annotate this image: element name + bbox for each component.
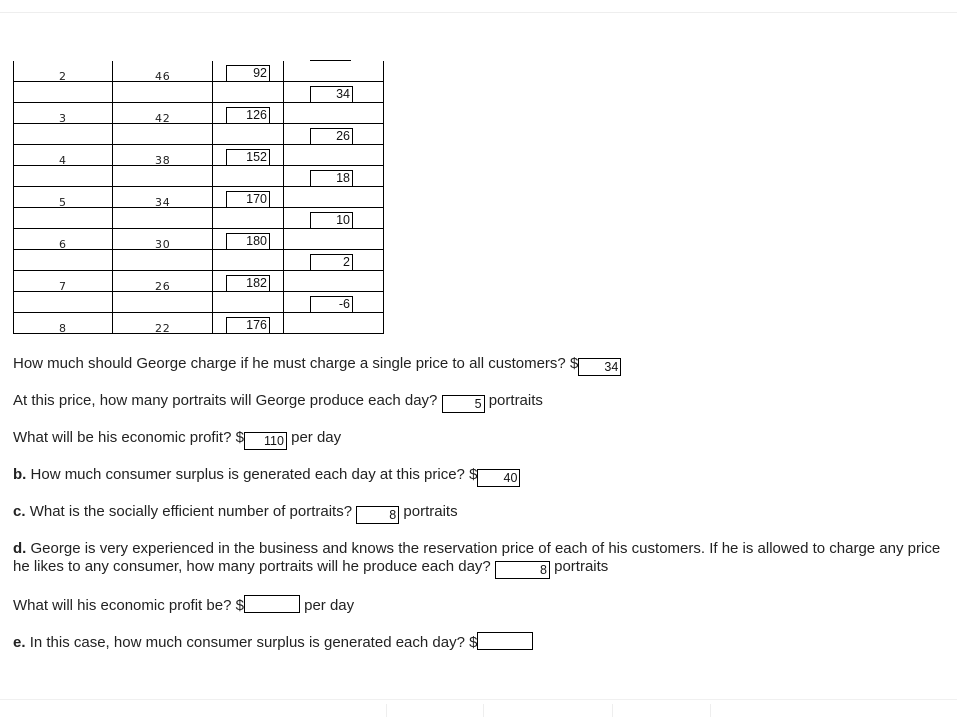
price-cell: 38 <box>155 154 171 167</box>
table-cell <box>212 124 283 145</box>
table-cell <box>13 208 112 229</box>
quantity-cell: 2 <box>59 70 67 83</box>
quantity-cell: 6 <box>59 238 67 251</box>
table-cell <box>283 103 384 124</box>
question-d-economic-profit <box>13 595 354 615</box>
total-revenue-answer-field[interactable]: 182 <box>226 275 270 292</box>
discrimination-profit-answer-field[interactable] <box>244 595 300 613</box>
answer-suffix: portraits <box>403 503 458 520</box>
total-revenue-answer-field[interactable]: 180 <box>226 233 270 250</box>
discrimination-quantity-answer-field[interactable]: 8 <box>495 561 550 579</box>
price-cell: 30 <box>155 238 171 251</box>
total-revenue-answer-field[interactable]: 152 <box>226 149 270 166</box>
question-text: What will be his economic profit? $ <box>13 429 244 446</box>
bottom-divider-tick <box>483 704 484 717</box>
question-letter: c. <box>13 503 26 520</box>
quantity-cell: 8 <box>59 322 67 335</box>
total-revenue-answer-field[interactable]: 92 <box>226 65 270 82</box>
table-cell <box>212 292 283 313</box>
question-e-consumer-surplus <box>13 632 533 652</box>
table-cell <box>13 166 112 187</box>
question-quantity <box>13 392 543 413</box>
price-cell: 22 <box>155 322 171 335</box>
question-text: At this price, how many portraits will George produce each day? <box>13 392 438 409</box>
price-cell: 42 <box>155 112 171 125</box>
table-top-border <box>13 61 384 62</box>
table-cell <box>283 145 384 166</box>
price-cell: 46 <box>155 70 171 83</box>
quantity-answer-field[interactable]: 5 <box>442 395 485 413</box>
table-cell <box>212 208 283 229</box>
question-letter: d. <box>13 540 27 557</box>
table-cell <box>283 61 384 82</box>
marginal-revenue-answer-field[interactable]: 2 <box>310 254 353 271</box>
question-d-price-discrimination <box>13 540 957 579</box>
table-cell <box>112 292 212 313</box>
discrimination-surplus-answer-field[interactable] <box>477 632 533 650</box>
marginal-revenue-answer-field[interactable]: 34 <box>310 86 353 103</box>
bottom-divider <box>0 699 957 700</box>
total-revenue-answer-field[interactable]: 170 <box>226 191 270 208</box>
question-single-price <box>13 355 621 376</box>
bottom-divider-tick <box>612 704 613 717</box>
quantity-cell: 7 <box>59 280 67 293</box>
table-cell <box>212 82 283 103</box>
table-cell <box>13 82 112 103</box>
quantity-cell: 5 <box>59 196 67 209</box>
quantity-cell: 4 <box>59 154 67 167</box>
table-cell <box>212 250 283 271</box>
answer-suffix: per day <box>291 429 342 446</box>
marginal-revenue-answer-field[interactable]: 18 <box>310 170 353 187</box>
quantity-cell: 3 <box>59 112 67 125</box>
marginal-revenue-answer-field[interactable]: -6 <box>310 296 353 313</box>
marginal-revenue-answer-field[interactable]: 10 <box>310 212 353 229</box>
question-letter: e. <box>13 634 26 651</box>
answer-suffix: per day <box>304 597 355 614</box>
table-cell <box>283 271 384 292</box>
single-price-answer-field[interactable]: 34 <box>578 358 621 376</box>
total-revenue-answer-field[interactable]: 176 <box>226 317 270 334</box>
table-cell <box>13 292 112 313</box>
question-b-consumer-surplus <box>13 466 520 487</box>
top-divider <box>0 12 957 13</box>
table-cell <box>283 187 384 208</box>
table-cell <box>283 229 384 250</box>
bottom-divider-tick <box>386 704 387 717</box>
table-cell <box>283 313 384 334</box>
question-text: In this case, how much consumer surplus is generated each day? $ <box>29 634 478 651</box>
table-cell <box>112 250 212 271</box>
price-cell: 26 <box>155 280 171 293</box>
table-cell <box>13 250 112 271</box>
question-text: What is the socially efficient number of portraits? <box>29 503 353 520</box>
answer-suffix: portraits <box>488 392 543 409</box>
total-revenue-answer-field[interactable]: 126 <box>226 107 270 124</box>
question-c-efficient-quantity <box>13 503 458 524</box>
question-text: George is very experienced in the business and knows the reservation price of each of his customers. If he is allowed to charge any price he likes to any consumer, how many portraits will he produce each day? <box>13 540 941 575</box>
table-cell <box>112 208 212 229</box>
marginal-revenue-answer-field[interactable]: 26 <box>310 128 353 145</box>
table-cell <box>112 166 212 187</box>
table-cell <box>112 124 212 145</box>
question-economic-profit <box>13 429 341 450</box>
price-cell: 34 <box>155 196 171 209</box>
profit-answer-field[interactable]: 110 <box>244 432 287 450</box>
question-letter: b. <box>13 466 27 483</box>
efficient-quantity-answer-field[interactable]: 8 <box>356 506 399 524</box>
answer-suffix: portraits <box>554 558 609 575</box>
question-text: How much should George charge if he must charge a single price to all customers? $ <box>13 355 579 372</box>
consumer-surplus-answer-field[interactable]: 40 <box>477 469 520 487</box>
question-text: How much consumer surplus is generated each day at this price? $ <box>30 466 478 483</box>
table-cell <box>13 124 112 145</box>
bottom-divider-tick <box>710 704 711 717</box>
table-cell <box>212 166 283 187</box>
question-text: What will his economic profit be? $ <box>13 597 244 614</box>
table-cell <box>112 82 212 103</box>
